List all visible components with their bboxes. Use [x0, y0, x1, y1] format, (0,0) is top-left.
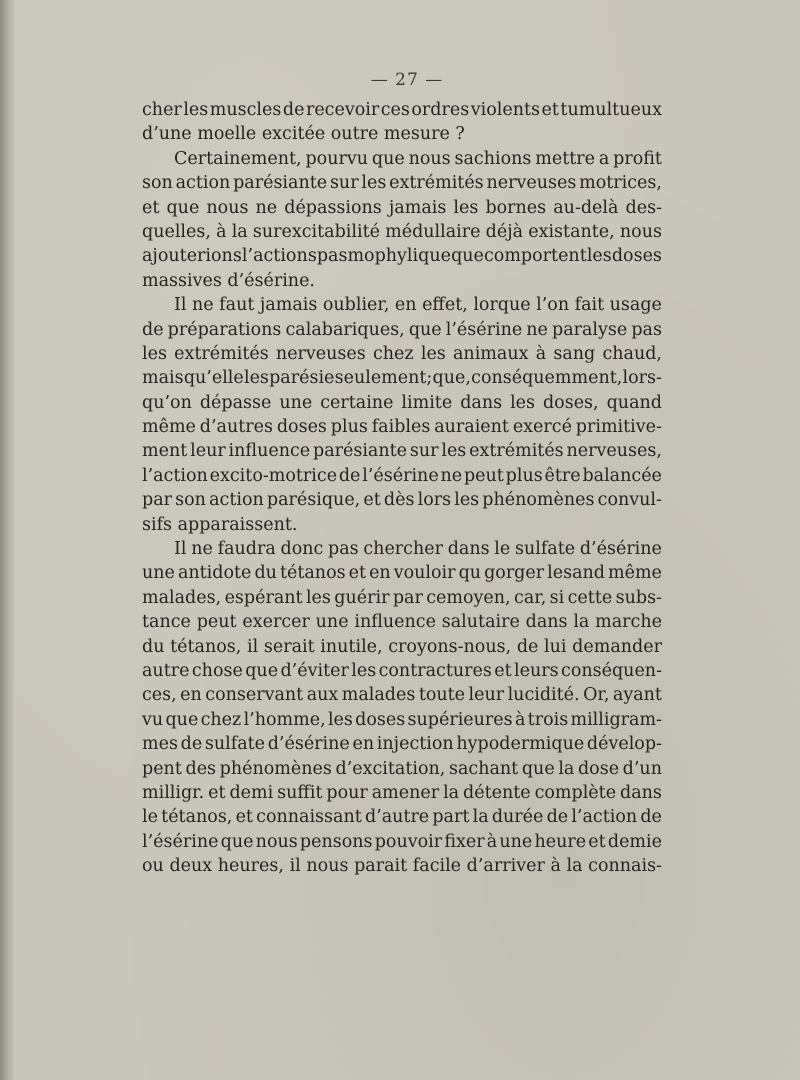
text-line: son action parésiante sur les extrémités nerveuses motrices,: [142, 173, 662, 194]
text-line: Certainement, pourvu que nous sachions mettre a profit: [174, 148, 662, 169]
text-line: par son action parésique, et dès lors les phénomènes convul-: [142, 490, 662, 511]
text-line: sifs apparaissent.: [142, 514, 298, 535]
text-line: le tétanos, et connaissant d’autre part la durée de l’action de: [142, 807, 662, 828]
page-number: — 27 —: [370, 70, 444, 90]
text-line: tance peut exercer une influence salutaire dans la marche: [142, 612, 662, 633]
text-line: massives d’ésérine.: [142, 270, 315, 291]
text-line: ajouterions l’action spasmophylique que comportent les doses: [142, 246, 662, 267]
text-line: qu’on dépasse une certaine limite dans les doses, quand: [142, 392, 662, 413]
text-line: autre chose que d’éviter les contractures et leurs conséquen-: [142, 660, 662, 681]
body-text: [142, 98, 662, 879]
text-line: vu que chez l’homme, les doses supérieures à trois milligram-: [142, 709, 662, 730]
text-line: Il ne faudra donc pas chercher dans le sulfate d’ésérine: [174, 539, 662, 560]
text-line: l’ésérine que nous pensons pouvoir fixer à une heure et demie: [142, 831, 662, 852]
text-line: et que nous ne dépassions jamais les bornes au-delà des-: [142, 197, 662, 218]
text-line: de préparations calabariques, que l’ésérine ne paralyse pas: [142, 319, 662, 340]
text-line: quelles, à la surexcitabilité médullaire déjà existante, nous: [142, 221, 662, 242]
text-line: une antidote du tétanos et en vouloir qu gorger lesand même: [142, 563, 662, 584]
text-line: même d’autres doses plus faibles auraient exercé primitive-: [142, 417, 662, 438]
text-line: mes de sulfate d’ésérine en injection hypodermique dévelop-: [142, 734, 662, 755]
text-line: cher les muscles de recevoir ces ordres violents et tumultueux: [142, 100, 662, 120]
text-line: pent des phénomènes d’excitation, sachant que la dose d’un: [142, 758, 662, 779]
text-line: du tétanos, il serait inutile, croyons-nous, de lui demander: [142, 636, 662, 657]
text-line: ou deux heures, il nous parait facile d’arriver à la connais-: [142, 856, 662, 877]
text-line: l’action excito-motrice de l’ésérine ne peut plus être balancée: [142, 465, 662, 486]
text-line: Il ne faut jamais oublier, en effet, lorque l’on fait usage: [174, 295, 662, 316]
text-line: les extrémités nerveuses chez les animaux à sang chaud,: [142, 343, 662, 364]
book-page: [14, 0, 800, 1080]
text-line: ces, en conservant aux malades toute leur lucidité. Or, ayant: [142, 685, 662, 706]
text-line: malades, espérant les guérir par cemoyen, car, si cette subs-: [142, 587, 662, 608]
binding-edge: [0, 0, 14, 1080]
text-line: ment leur influence parésiante sur les extrémités nerveuses,: [142, 441, 662, 462]
text-line: d’une moelle excitée outre mesure ?: [142, 124, 465, 145]
text-line: milligr. et demi suffit pour amener la détente complète dans: [142, 782, 662, 803]
text-line: mais qu’elle les parésie seulement; que, conséquemment, lors-: [142, 368, 662, 389]
